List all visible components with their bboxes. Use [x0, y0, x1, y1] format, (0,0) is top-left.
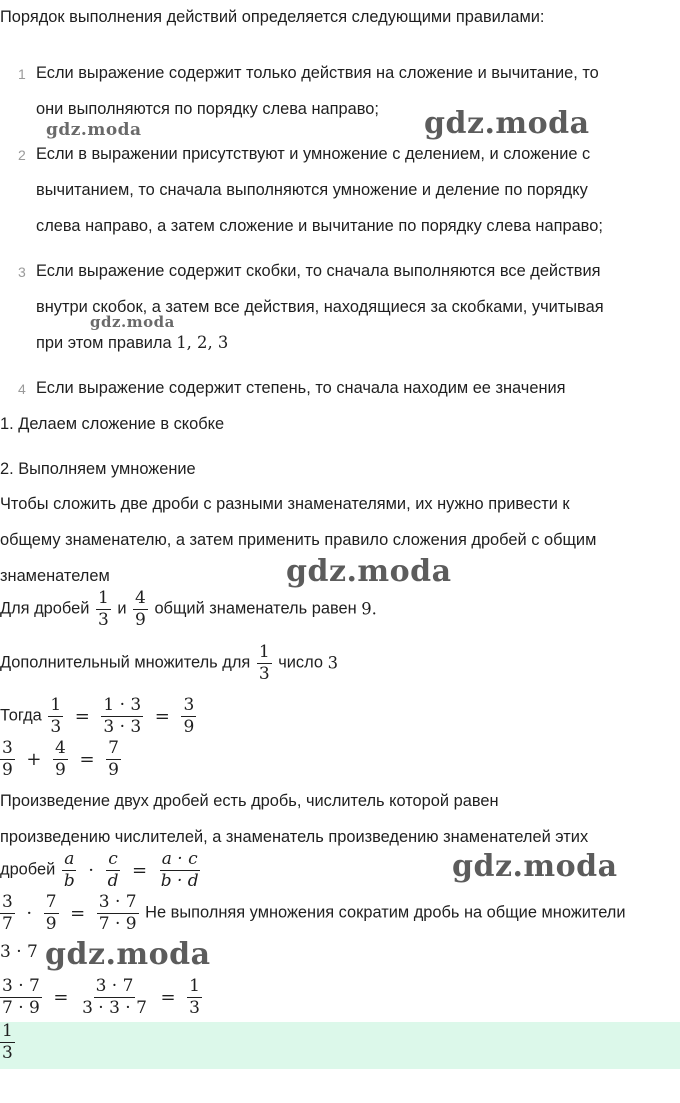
denominator: 7: [2, 913, 13, 934]
fraction: [0, 977, 42, 1017]
fraction: [101, 696, 143, 736]
fraction: [53, 739, 68, 779]
denominator: 7 · 9: [2, 997, 40, 1018]
rule-text-prefix: при этом правила: [36, 334, 172, 352]
watermark: gdz.moda: [452, 849, 618, 884]
watermark: gdz.moda: [90, 313, 175, 331]
denominator: 9: [135, 609, 146, 630]
fraction: [187, 977, 202, 1017]
rule-text-line: Если выражение содержит степень, то сначала находим ее значения: [36, 379, 566, 397]
fraction: [44, 893, 59, 933]
denominator: 3 · 3 · 7: [82, 997, 147, 1018]
rule-text-line: они выполняются по порядку слева направо;: [36, 100, 379, 118]
rule-text-line: Если выражение содержит скобки, то сначала выполняются все действия: [36, 262, 601, 280]
product-line: [0, 893, 626, 933]
text: Тогда: [0, 706, 42, 725]
fraction: [106, 739, 121, 779]
equals-sign: =: [53, 986, 69, 1008]
denominator: b: [63, 870, 75, 891]
fraction: [257, 643, 272, 683]
denominator: 9: [183, 716, 195, 737]
math-value: 9.: [361, 599, 377, 619]
mult-rule-line: Произведение двух дробей есть дробь, числитель которой равен: [0, 792, 499, 810]
step-2: 2. Выполняем умножение: [0, 460, 196, 478]
text: Для дробей: [0, 599, 90, 618]
fraction: [0, 1022, 15, 1062]
watermark: gdz.moda: [46, 120, 142, 140]
denominator: 7 · 9: [98, 913, 137, 934]
denominator: 3: [2, 1042, 13, 1063]
intro-text: Порядок выполнения действий определяется следующими правилами:: [0, 8, 545, 26]
rule-text-line: Если выражение содержит только действия на сложение и вычитание, то: [36, 64, 599, 82]
fraction: [181, 696, 196, 736]
reduce-line: [0, 977, 204, 1017]
fraction: [62, 850, 77, 890]
numerator: 1: [97, 588, 109, 608]
watermark: gdz.moda: [286, 554, 452, 589]
rule-math: 1, 2, 3: [176, 333, 229, 352]
numerator: 1 · 3: [103, 695, 142, 715]
fraction: [0, 893, 15, 933]
dot-sign: ·: [88, 859, 95, 881]
equals-sign: =: [79, 748, 95, 770]
numerator: 1: [258, 642, 270, 662]
text: дробей: [0, 860, 56, 879]
rule-text-line: Если в выражении присутствуют и умножение с делением, и сложение с: [36, 145, 591, 163]
rule-text-line: слева направо, а затем сложение и вычитание по порядку слева направо;: [36, 217, 603, 235]
denominator: 3: [97, 609, 109, 630]
mult-rule-line: произведению числителей, а знаменатель произведению знаменателей этих: [0, 828, 589, 846]
numerator: 3: [183, 695, 195, 715]
denominator: 9: [45, 913, 57, 934]
mult-rule-formula: [0, 850, 203, 890]
numerator: 3 · 7: [95, 976, 134, 996]
numerator: 4: [55, 738, 66, 758]
denominator: 3 · 3: [103, 716, 142, 737]
text: Дополнительный множитель для: [0, 653, 251, 672]
common-factor: 3 · 7: [0, 942, 38, 962]
rule-number: 4: [18, 381, 26, 397]
numerator: 3: [2, 738, 13, 758]
fraction: [133, 589, 148, 629]
denominator: b · d: [160, 870, 199, 891]
text: и: [117, 599, 127, 618]
rule-text-line: вычитанием, то сначала выполняются умножение и деление по порядку: [36, 181, 588, 199]
denominator: 3: [189, 997, 200, 1018]
equals-sign: =: [70, 902, 86, 924]
equals-sign: =: [154, 705, 170, 727]
fraction: [48, 696, 63, 736]
equals-sign: =: [74, 705, 90, 727]
step-1: 1. Делаем сложение в скобке: [0, 415, 225, 433]
numerator: 3 · 7: [98, 892, 137, 912]
then-line: [0, 696, 198, 736]
numerator: 3 · 7: [2, 976, 40, 996]
numerator: a · c: [161, 849, 198, 869]
rule-number: 3: [18, 264, 26, 280]
fraction: [159, 850, 201, 890]
rule-text-line: [36, 333, 228, 353]
numerator: 7: [108, 738, 119, 758]
fraction: [80, 977, 149, 1017]
numerator: 1: [50, 695, 62, 715]
denominator: 3: [50, 716, 62, 737]
watermark: gdz.moda: [424, 106, 590, 141]
text: Не выполняя умножения сократим дробь на общие множители: [145, 903, 626, 922]
answer: [0, 1022, 17, 1062]
numerator: 7: [45, 892, 57, 912]
denominator: 9: [108, 759, 119, 780]
math-value: 3: [327, 653, 338, 673]
numerator: 3: [2, 892, 13, 912]
rule-number: 1: [18, 66, 26, 82]
add-rule-line: знаменателем: [0, 567, 110, 585]
denominator: 9: [55, 759, 66, 780]
text: число: [278, 653, 323, 672]
rule-text-line: внутри скобок, а затем все действия, находящиеся за скобками, учитывая: [36, 298, 604, 316]
equals-sign: =: [132, 859, 148, 881]
numerator: a: [64, 849, 75, 869]
answer-highlight: [0, 1022, 680, 1069]
fraction: [0, 739, 15, 779]
numerator: 4: [135, 588, 146, 608]
numerator: 1: [2, 1021, 13, 1041]
numerator: c: [108, 849, 118, 869]
common-denominator-line: [0, 589, 377, 629]
fraction: [106, 850, 121, 890]
fraction: [97, 893, 139, 933]
text: общий знаменатель равен: [154, 599, 357, 618]
rule-number: 2: [18, 147, 26, 163]
numerator: 1: [189, 976, 200, 996]
add-rule-line: общему знаменателю, а затем применить правило сложения дробей с общим: [0, 531, 597, 549]
additional-factor-line: [0, 643, 338, 683]
add-rule-line: Чтобы сложить две дроби с разными знаменателями, их нужно привести к: [0, 495, 570, 513]
plus-sign: +: [26, 748, 42, 770]
equals-sign: =: [160, 986, 176, 1008]
dot-sign: ·: [26, 902, 33, 924]
denominator: 3: [258, 663, 270, 684]
denominator: 9: [2, 759, 13, 780]
denominator: d: [107, 870, 119, 891]
fraction: [96, 589, 111, 629]
sum-line: [0, 739, 123, 779]
watermark: gdz.moda: [45, 937, 211, 972]
